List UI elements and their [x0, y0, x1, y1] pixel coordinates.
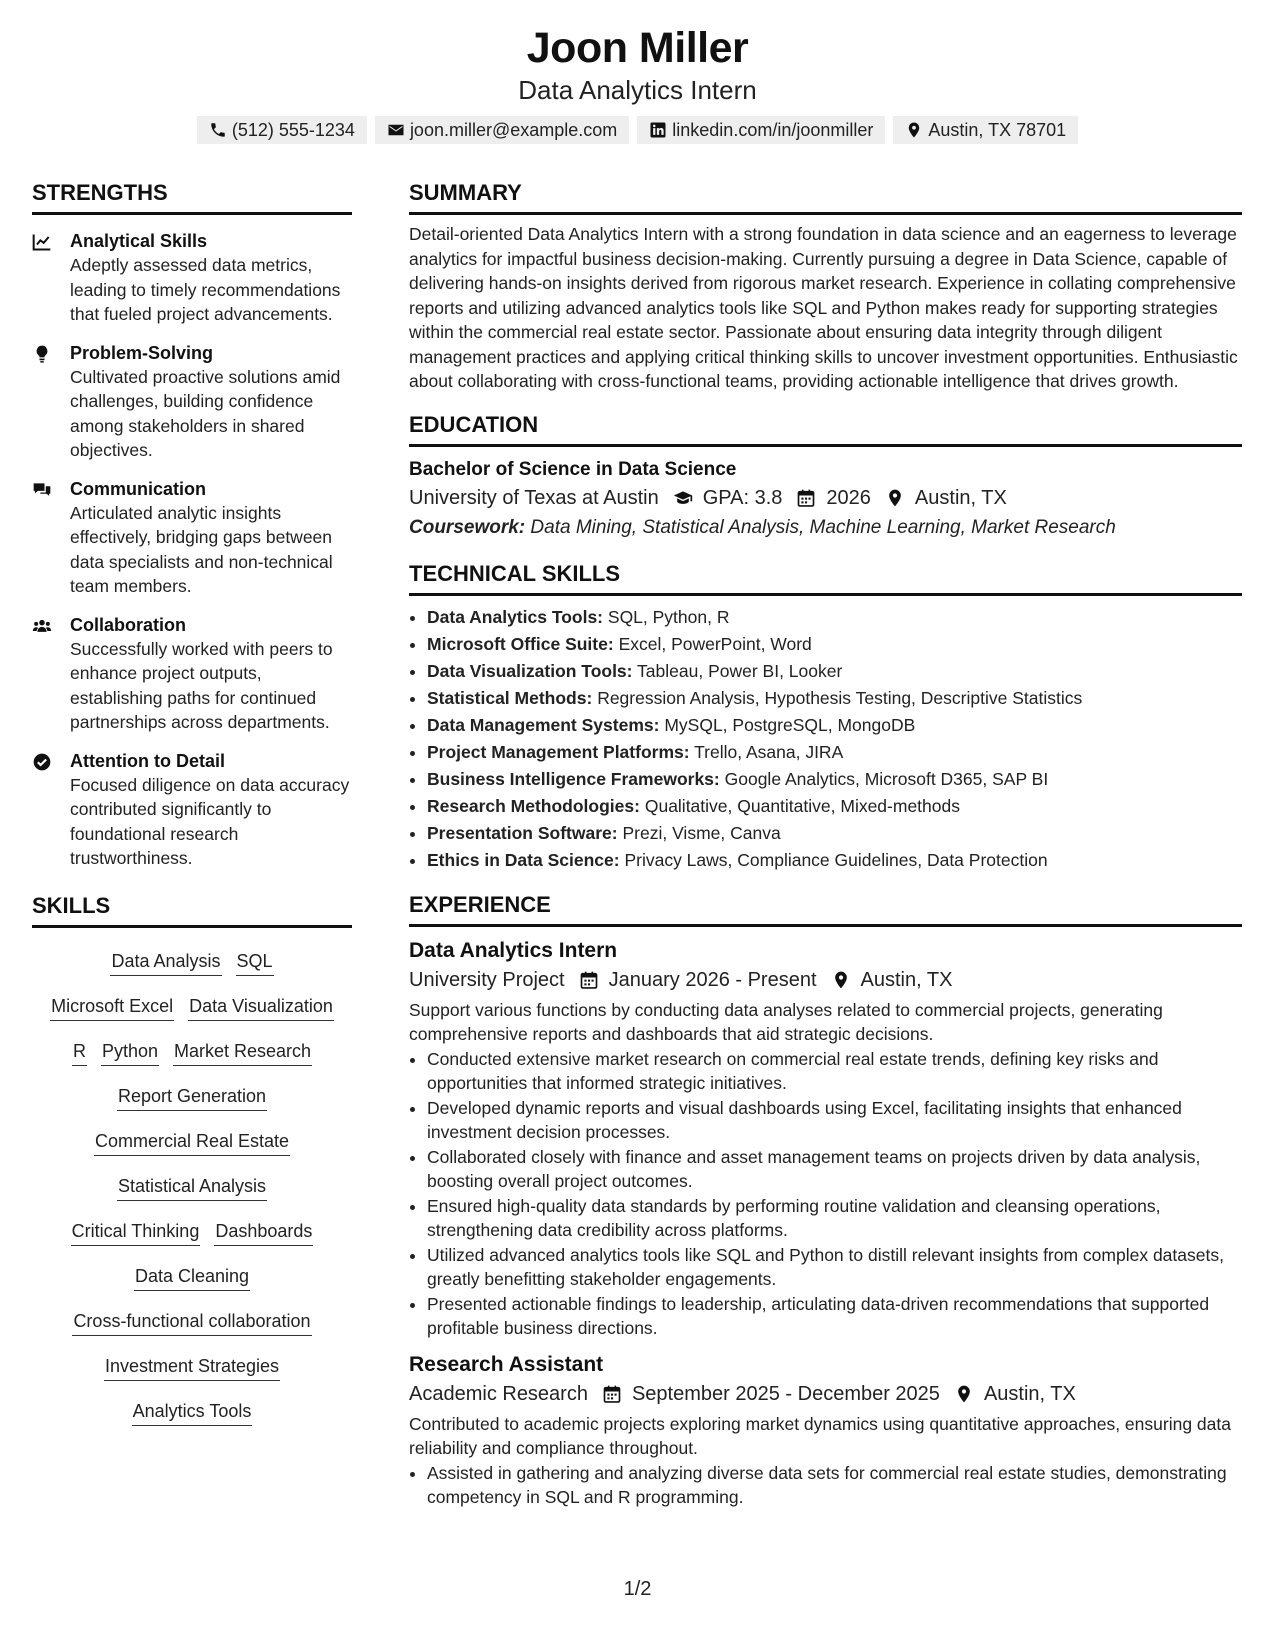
tech-value: Qualitative, Quantitative, Mixed-methods	[644, 795, 960, 816]
job-title: Data Analytics Intern	[409, 938, 618, 962]
strength-desc: Successfully worked with peers to enhance project outputs, establishing paths for continued partnerships across departments.	[70, 638, 333, 732]
job-meta	[409, 1379, 1242, 1409]
tech-value: Excel, PowerPoint, Word	[618, 633, 812, 654]
job-location: Austin, TX	[860, 968, 953, 991]
strength-title: Problem-Solving	[70, 342, 214, 363]
chat-bubbles-icon	[32, 480, 52, 500]
skill-tag: Critical Thinking	[71, 1219, 201, 1246]
chart-line-icon	[32, 232, 52, 252]
education-heading: EDUCATION	[409, 412, 1242, 447]
job-bullets	[409, 1461, 1242, 1510]
check-circle-icon	[32, 752, 52, 772]
skills-row	[32, 1165, 352, 1210]
skills-row	[32, 1210, 352, 1255]
strength-title: Communication	[70, 478, 207, 499]
tech-value: Google Analytics, Microsoft D365, SAP BI	[724, 768, 1049, 789]
education-meta	[409, 483, 1242, 513]
strength-desc: Cultivated proactive solutions amid challenges, building confidence among stakeholders in shared objectives.	[70, 366, 341, 460]
skill-tag: Python	[101, 1039, 159, 1066]
users-icon	[32, 616, 52, 636]
list-item: • Conducted extensive market research on commercial real estate trends, defining key risks and opportunities that informed strategic initiatives.	[427, 1047, 1242, 1096]
job-dates: January 2026 - Present	[608, 968, 817, 991]
education-location: Austin, TX	[914, 486, 1007, 509]
calendar-icon	[602, 1384, 622, 1404]
list-item	[427, 766, 1242, 793]
strengths-heading: STRENGTHS	[32, 180, 352, 215]
skill-tag: Data Visualization	[188, 994, 334, 1021]
skill-tag: Commercial Real Estate	[94, 1129, 290, 1156]
coursework-list: Data Mining, Statistical Analysis, Machine Learning, Market Research	[530, 516, 1116, 538]
tech-value: Trello, Asana, JIRA	[694, 741, 844, 762]
skill-tag: Data Cleaning	[134, 1264, 250, 1291]
job-org: University Project	[409, 968, 565, 991]
linkedin-icon	[649, 121, 667, 139]
calendar-icon	[579, 970, 599, 990]
degree-title: Bachelor of Science in Data Science	[409, 458, 737, 480]
lightbulb-icon	[32, 344, 52, 364]
summary-text: Detail-oriented Data Analytics Intern with a strong foundation in data science and an eagerness to leverage analytics for impactful business decision-making. Currently pursuing a degree in Data Science, capable of delivering hands-on insights derived from rigorous market research. Experience in collating comprehensive reports and utilizing advanced analytics tools like SQL and Python makes ready for supporting strategies within the commercial real estate sector. Passionate about ensuring data integrity through diligent management practices and applying critical thinking skills to uncover investment opportunities. Enthusiastic about collaborating with cross-functional teams, providing actionable intelligence that drives growth.	[409, 224, 1238, 391]
graduation-year: 2026	[826, 486, 871, 509]
candidate-name: Joon Miller	[526, 24, 749, 72]
tech-label: Presentation Software:	[427, 822, 618, 843]
strength-desc: Articulated analytic insights effectively, bridging gaps between data specialists and non-technical team members.	[70, 502, 333, 596]
contact-phone-text: (512) 555-1234	[231, 120, 355, 140]
tech-label: Data Analytics Tools:	[427, 606, 604, 627]
location-icon	[954, 1384, 974, 1404]
skills-list	[32, 940, 352, 1435]
contact-email-text: joon.miller@example.com	[409, 120, 618, 140]
contact-linkedin-text: linkedin.com/in/joonmiller	[672, 120, 874, 140]
tech-label: Research Methodologies:	[427, 795, 640, 816]
location-icon	[885, 488, 905, 508]
tech-value: Prezi, Visme, Canva	[622, 822, 781, 843]
skill-tag: Analytics Tools	[132, 1399, 253, 1426]
list-item	[427, 604, 1242, 631]
skill-tag: Dashboards	[214, 1219, 313, 1246]
strength-item	[32, 749, 352, 871]
skills-row	[32, 985, 352, 1030]
skills-row	[32, 1345, 352, 1390]
list-item: • Developed dynamic reports and visual dashboards using Excel, facilitating insights that enhanced investment decision processes.	[427, 1096, 1242, 1145]
tech-value: SQL, Python, R	[607, 606, 730, 627]
right-column	[409, 180, 1242, 1510]
list-item	[427, 739, 1242, 766]
coursework	[409, 513, 1242, 543]
school-name: University of Texas at Austin	[409, 486, 659, 509]
job-org: Academic Research	[409, 1382, 588, 1405]
job-dates: September 2025 - December 2025	[631, 1382, 940, 1405]
contact-location	[893, 116, 1078, 144]
strength-item	[32, 477, 352, 599]
strength-item	[32, 229, 352, 327]
tech-value: Regression Analysis, Hypothesis Testing, Descriptive Statistics	[597, 687, 1083, 708]
skill-tag: Microsoft Excel	[50, 994, 174, 1021]
list-item: • Ensured high-quality data standards by performing routine validation and cleansing operations, strengthening data credibility across platforms.	[427, 1194, 1242, 1243]
candidate-title: Data Analytics Intern	[518, 75, 757, 105]
job-title: Research Assistant	[409, 1352, 604, 1376]
skill-tag: R	[72, 1039, 87, 1066]
strength-item	[32, 613, 352, 735]
job-entry	[409, 937, 1242, 1341]
tech-label: Data Visualization Tools:	[427, 660, 633, 681]
skills-heading: SKILLS	[32, 893, 352, 928]
graduation-cap-icon	[673, 488, 693, 508]
skills-row	[32, 1255, 352, 1300]
job-desc: Contributed to academic projects exploring market dynamics using quantitative approaches, ensuring data reliability and compliance throughout.	[409, 1413, 1231, 1458]
strength-title: Attention to Detail	[70, 750, 225, 771]
contact-bar	[0, 116, 1275, 144]
phone-icon	[209, 121, 227, 139]
list-item: • Presented actionable findings to leadership, articulating data-driven recommendations that supported profitable business directions.	[427, 1292, 1242, 1341]
skill-tag: Statistical Analysis	[117, 1174, 267, 1201]
skills-row	[32, 1120, 352, 1165]
list-item: • Collaborated closely with finance and asset management teams on projects driven by data analysis, boosting overall project outcomes.	[427, 1145, 1242, 1194]
location-icon	[831, 970, 851, 990]
resume-header	[0, 0, 1275, 144]
tech-label: Ethics in Data Science:	[427, 849, 620, 870]
contact-email	[375, 116, 629, 144]
strength-desc: Adeptly assessed data metrics, leading to timely recommendations that fueled project advancements.	[70, 255, 341, 324]
left-column	[32, 180, 352, 1435]
coursework-label: Coursework:	[409, 516, 526, 538]
job-location: Austin, TX	[983, 1382, 1076, 1405]
skills-row	[32, 1030, 352, 1075]
list-item	[427, 712, 1242, 739]
calendar-icon	[796, 488, 816, 508]
skills-row	[32, 1300, 352, 1345]
strength-title: Analytical Skills	[70, 231, 208, 251]
contact-location-text: Austin, TX 78701	[928, 120, 1067, 140]
technical-skills-list	[409, 604, 1242, 874]
contact-linkedin	[637, 116, 885, 144]
tech-value: Tableau, Power BI, Looker	[637, 660, 843, 681]
experience-heading: EXPERIENCE	[409, 892, 1242, 927]
technical-skills-heading: TECHNICAL SKILLS	[409, 561, 1242, 596]
tech-value: MySQL, PostgreSQL, MongoDB	[664, 714, 916, 735]
page-number: 1/2	[623, 1578, 652, 1600]
tech-label: Data Management Systems:	[427, 714, 660, 735]
skill-tag: Cross-functional collaboration	[72, 1309, 311, 1336]
location-icon	[905, 121, 923, 139]
strength-title: Collaboration	[70, 614, 186, 635]
skill-tag: Data Analysis	[110, 949, 221, 976]
tech-label: Statistical Methods:	[427, 687, 593, 708]
strength-desc: Focused diligence on data accuracy contributed significantly to foundational research trustworthiness.	[70, 774, 350, 868]
skill-tag: Report Generation	[117, 1084, 267, 1111]
job-meta	[409, 965, 1242, 995]
contact-phone	[197, 116, 367, 144]
gpa: GPA: 3.8	[702, 486, 783, 509]
strength-item	[32, 341, 352, 463]
list-item	[427, 631, 1242, 658]
skill-tag: Investment Strategies	[104, 1354, 280, 1381]
job-desc: Support various functions by conducting data analyses related to commercial projects, generating comprehensive reports and dashboards that aid strategic decisions.	[409, 999, 1163, 1044]
list-item	[427, 685, 1242, 712]
email-icon	[387, 121, 405, 139]
skills-row	[32, 940, 352, 985]
list-item: • Assisted in gathering and analyzing diverse data sets for commercial real estate studies, demonstrating competency in SQL and R programming.	[427, 1461, 1242, 1510]
tech-label: Business Intelligence Frameworks:	[427, 768, 720, 789]
skills-row	[32, 1075, 352, 1120]
list-item	[427, 847, 1242, 874]
skill-tag: SQL	[236, 949, 274, 976]
skills-row	[32, 1390, 352, 1435]
tech-label: Project Management Platforms:	[427, 741, 690, 762]
tech-label: Microsoft Office Suite:	[427, 633, 614, 654]
list-item	[427, 820, 1242, 847]
list-item	[427, 658, 1242, 685]
list-item	[427, 793, 1242, 820]
job-entry	[409, 1351, 1242, 1510]
list-item: • Utilized advanced analytics tools like SQL and Python to distill relevant insights from complex datasets, greatly benefitting stakeholder engagements.	[427, 1243, 1242, 1292]
summary-heading: SUMMARY	[409, 180, 1242, 215]
job-bullets	[409, 1047, 1242, 1341]
skill-tag: Market Research	[173, 1039, 312, 1066]
tech-value: Privacy Laws, Compliance Guidelines, Data Protection	[624, 849, 1048, 870]
